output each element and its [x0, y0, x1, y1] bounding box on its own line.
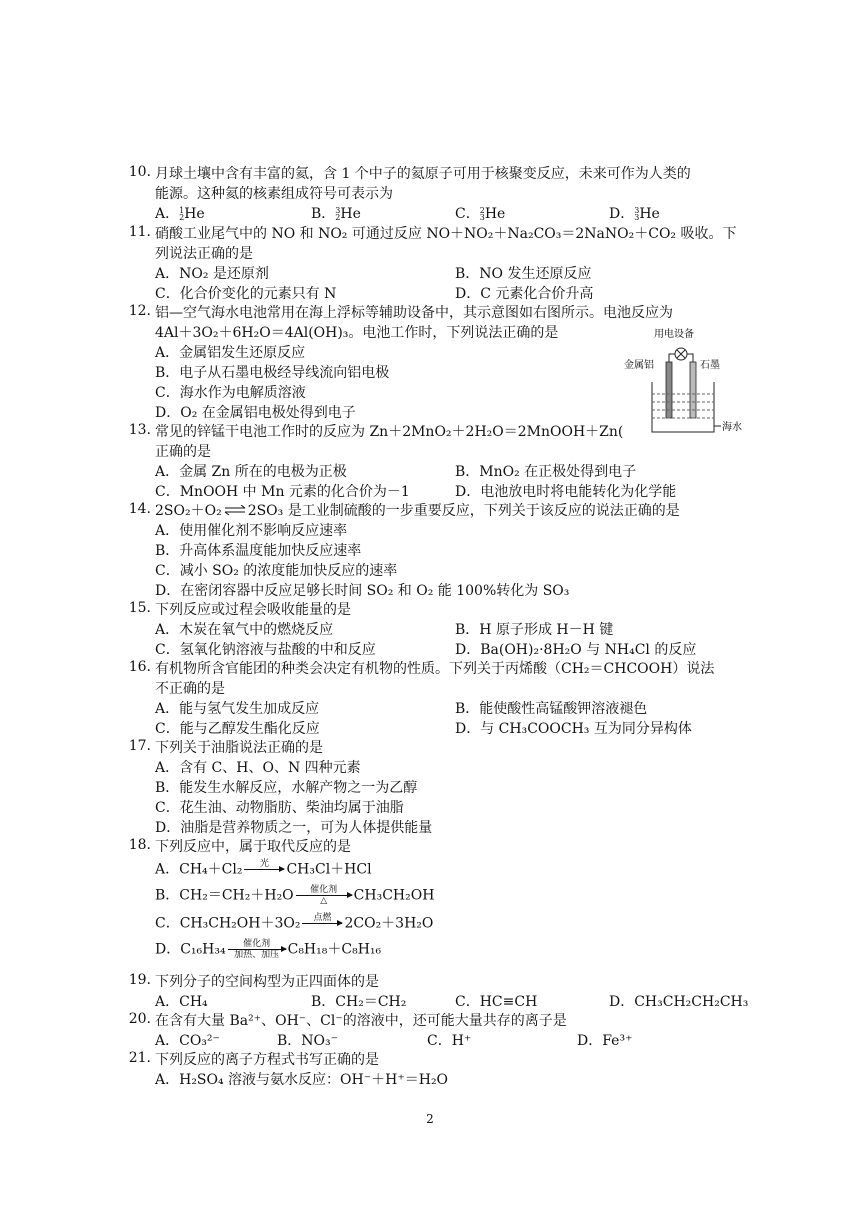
- device-label: 用电设备: [654, 329, 694, 340]
- option-b: B．NO₃⁻: [277, 1033, 339, 1049]
- question-stem: 不正确的是: [155, 681, 225, 697]
- question-stem: 下列反应的离子方程式书写正确的是: [155, 1052, 379, 1068]
- option-a: A．CH₄＋Cl₂ 光 CH₃Cl＋HCl: [155, 859, 372, 878]
- question-stem: 月球土壤中含有丰富的氦，含 1 个中子的氦原子可用于核聚变反应，未来可作为人类的: [155, 166, 691, 182]
- option-d: D．在密闭容器中反应足够长时间 SO₂ 和 O₂ 能 100%转化为 SO₃: [155, 583, 570, 599]
- question-number: 18.: [128, 837, 151, 853]
- option-a: A．CH₄: [155, 994, 208, 1010]
- option-b: B．CH₂＝CH₂: [311, 994, 407, 1010]
- question-stem: 列说法正确的是: [155, 246, 253, 262]
- question-number: 16.: [128, 659, 151, 675]
- option-d: D．C₁₆H₃₄ 催化剂 加热、加压 C₈H₁₈＋C₈H₁₆: [155, 939, 382, 960]
- option-c: C． 2 3 He: [455, 206, 506, 222]
- option-b: B．电子从石墨电极经导线流向铝电极: [155, 365, 390, 381]
- question-stem: 下列分子的空间构型为正四面体的是: [155, 974, 379, 990]
- option-b: B．NO 发生还原反应: [455, 266, 592, 282]
- option-c: C．能与乙醇发生酯化反应: [155, 721, 320, 737]
- option-a: A．金属铝发生还原反应: [155, 345, 306, 361]
- question-stem: 下列关于油脂说法正确的是: [155, 740, 323, 756]
- option-b: B．能使酸性高锰酸钾溶液褪色: [455, 701, 648, 717]
- option-d: D． 3 3 He: [609, 206, 660, 222]
- seawater-label: 海水: [722, 422, 742, 433]
- option-c: C．H⁺: [427, 1033, 472, 1049]
- question-number: 10.: [128, 164, 151, 180]
- battery-diagram: [622, 326, 752, 446]
- option-a: A．木炭在氧气中的燃烧反应: [155, 622, 334, 638]
- question-stem: 下列反应或过程会吸收能量的是: [155, 602, 351, 618]
- option-a: A．使用催化剂不影响反应速率: [155, 523, 348, 539]
- option-c: C．花生油、动物脂肪、柴油均属于油脂: [155, 800, 404, 816]
- equilibrium-arrow-icon: [224, 501, 246, 521]
- option-a: A．金属 Zn 所在的电极为正极: [155, 464, 347, 480]
- question-number: 12.: [128, 303, 151, 319]
- option-d: D．Fe³⁺: [577, 1033, 633, 1049]
- question-stem: 下列反应中，属于取代反应的是: [155, 839, 351, 855]
- question-number: 20.: [128, 1011, 151, 1027]
- option-d: D．电池放电时将电能转化为化学能: [455, 484, 677, 500]
- option-b: B．MnO₂ 在正极处得到电子: [455, 464, 637, 480]
- option-c: C．海水作为电解质溶液: [155, 385, 306, 401]
- option-a: A．能与氢气发生加成反应: [155, 701, 320, 717]
- option-d: D．油脂是营养物质之一，可为人体提供能量: [155, 820, 433, 836]
- option-b: B．升高体系温度能加快反应速率: [155, 543, 362, 559]
- question-stem: 硝酸工业尾气中的 NO 和 NO₂ 可通过反应 NO＋NO₂＋Na₂CO₃＝2NaNO₂＋CO₂ 吸收。下: [155, 226, 737, 242]
- question-stem: 4Al＋3O₂＋6H₂O＝4Al(OH)₃。电池工作时，下列说法正确的是: [155, 325, 559, 341]
- question-number: 11.: [128, 224, 151, 240]
- option-c: C．CH₃CH₂OH＋3O₂ 点燃 2CO₂＋3H₂O: [155, 913, 434, 932]
- question-number: 21.: [128, 1050, 151, 1066]
- question-stem: 2SO₂＋O₂ 2SO₃ 是工业制硫酸的一步重要反应，下列关于该反应的说法正确的是: [155, 503, 680, 519]
- option-b: B．能发生水解反应，水解产物之一为乙醇: [155, 780, 418, 796]
- option-c: C．MnOOH 中 Mn 元素的化合价为－1: [155, 484, 410, 500]
- option-a: A．含有 C、H、O、N 四种元素: [155, 760, 361, 776]
- question-number: 14.: [128, 501, 151, 517]
- question-stem: 正确的是: [155, 444, 211, 460]
- option-c: C．化合价变化的元素只有 N: [155, 286, 337, 302]
- question-number: 15.: [128, 600, 151, 616]
- option-d: D．与 CH₃COOCH₃ 互为同分异构体: [455, 721, 692, 737]
- question-number: 19.: [128, 972, 151, 988]
- question-stem: 铝—空气海水电池常用在海上浮标等辅助设备中，其示意图如右图所示。电池反应为: [155, 305, 673, 321]
- option-c: C．氢氧化钠溶液与盐酸的中和反应: [155, 642, 376, 658]
- option-b: B． 3 2 He: [311, 206, 361, 222]
- option-d: D．CH₃CH₂CH₂CH₃: [609, 994, 749, 1010]
- option-a: A． 1 2 He: [155, 206, 205, 222]
- option-c: C．HC≡CH: [455, 994, 538, 1010]
- option-d: D．Ba(OH)₂·8H₂O 与 NH₄Cl 的反应: [455, 642, 697, 658]
- question-stem: 在含有大量 Ba²⁺、OH⁻、Cl⁻的溶液中，还可能大量共存的离子是: [155, 1013, 567, 1029]
- option-d: D．O₂ 在金属铝电极处得到电子: [155, 405, 356, 421]
- option-a: A．NO₂ 是还原剂: [155, 266, 269, 282]
- question-number: 13.: [128, 422, 151, 438]
- question-stem: 能源。这种氦的核素组成符号可表示为: [155, 186, 393, 202]
- option-b: B．CH₂＝CH₂＋H₂O 催化剂 △ CH₃CH₂OH: [155, 885, 435, 906]
- page-number: 2: [426, 1112, 434, 1126]
- aluminum-label: 金属铝: [624, 360, 654, 371]
- question-stem: 常见的锌锰干电池工作时的反应为 Zn＋2MnO₂＋2H₂O＝2MnOOH＋Zn(: [155, 424, 624, 440]
- option-d: D．C 元素化合价升高: [455, 286, 594, 302]
- option-a: A．H₂SO₄ 溶液与氨水反应：OH⁻＋H⁺＝H₂O: [155, 1072, 449, 1088]
- graphite-label: 石墨: [700, 360, 720, 371]
- option-c: C．减小 SO₂ 的浓度能加快反应的速率: [155, 563, 398, 579]
- option-b: B．H 原子形成 H－H 键: [455, 622, 614, 638]
- option-a: A．CO₃²⁻: [155, 1033, 220, 1049]
- battery-diagram-svg: [622, 326, 752, 442]
- question-stem: 有机物所含官能团的种类会决定有机物的性质。下列关于丙烯酸（CH₂＝CHCOOH）说法: [155, 661, 715, 677]
- question-number: 17.: [128, 738, 151, 754]
